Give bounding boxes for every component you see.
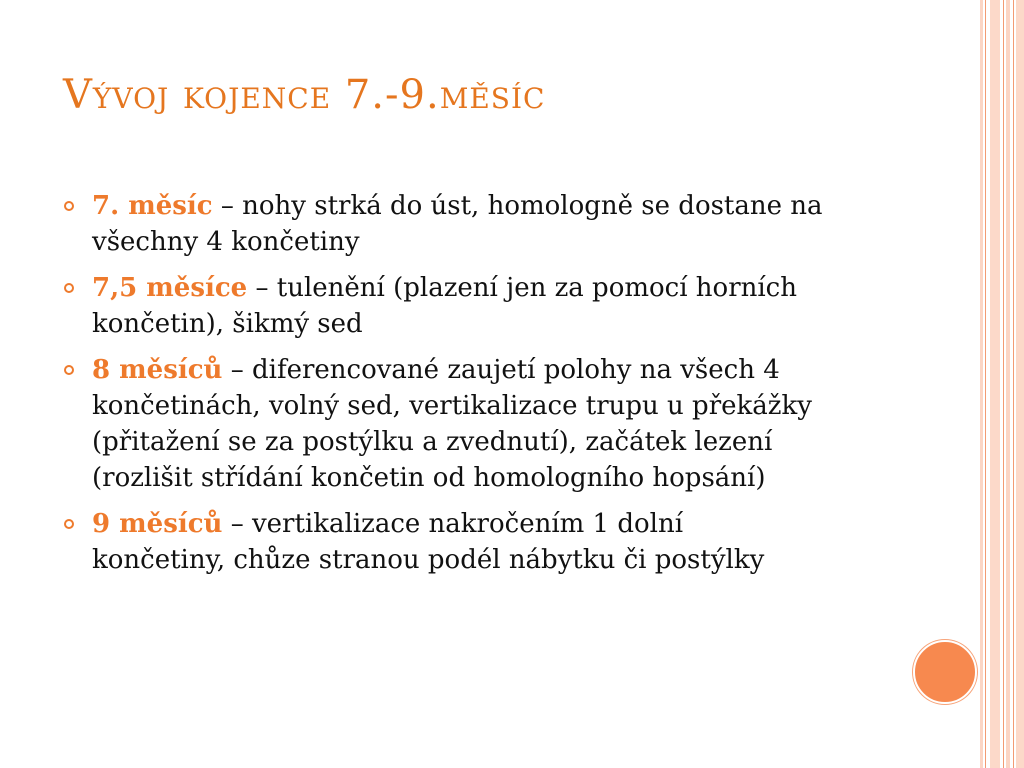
bullet-list [64, 188, 824, 588]
item-term: 7,5 měsíce [92, 273, 248, 303]
item-text: – diferencované zaujetí polohy na všech 4 končetinách, volný sed, vertikalizace trupu u překážky (přitažení se za postýlku a zvednutí), začátek lezení (rozlišit střídání končetin od homologního hopsání) [92, 355, 812, 493]
item-text: – vertikalizace nakročením 1 dolní končetiny, chůze stranou podél nábytku či postýlky [92, 509, 765, 575]
decorative-stripe [1006, 0, 1010, 768]
decorative-line [1003, 0, 1004, 768]
decorative-line [1013, 0, 1014, 768]
item-term: 7. měsíc [92, 191, 213, 221]
item-text: – nohy strká do úst, homologně se dostane na všechny 4 končetiny [92, 191, 823, 257]
item-text: – tulenění (plazení jen za pomocí horních končetin), šikmý sed [92, 273, 797, 339]
item-term: 9 měsíců [92, 509, 223, 539]
decorative-stripe [1016, 0, 1024, 768]
decorative-stripe [990, 0, 1000, 768]
list-item [64, 352, 824, 496]
circle-bullet-icon [64, 365, 74, 375]
decorative-stripe [980, 0, 983, 768]
list-item [64, 506, 824, 578]
list-item [64, 188, 824, 260]
circle-bullet-icon [64, 283, 74, 293]
decorative-circle [913, 640, 977, 704]
decorative-line [985, 0, 986, 768]
list-item [64, 270, 824, 342]
slide-title: Vývoj kojence 7.-9.měsíc [63, 72, 546, 118]
circle-bullet-icon [64, 519, 74, 529]
circle-bullet-icon [64, 201, 74, 211]
item-term: 8 měsíců [92, 355, 223, 385]
